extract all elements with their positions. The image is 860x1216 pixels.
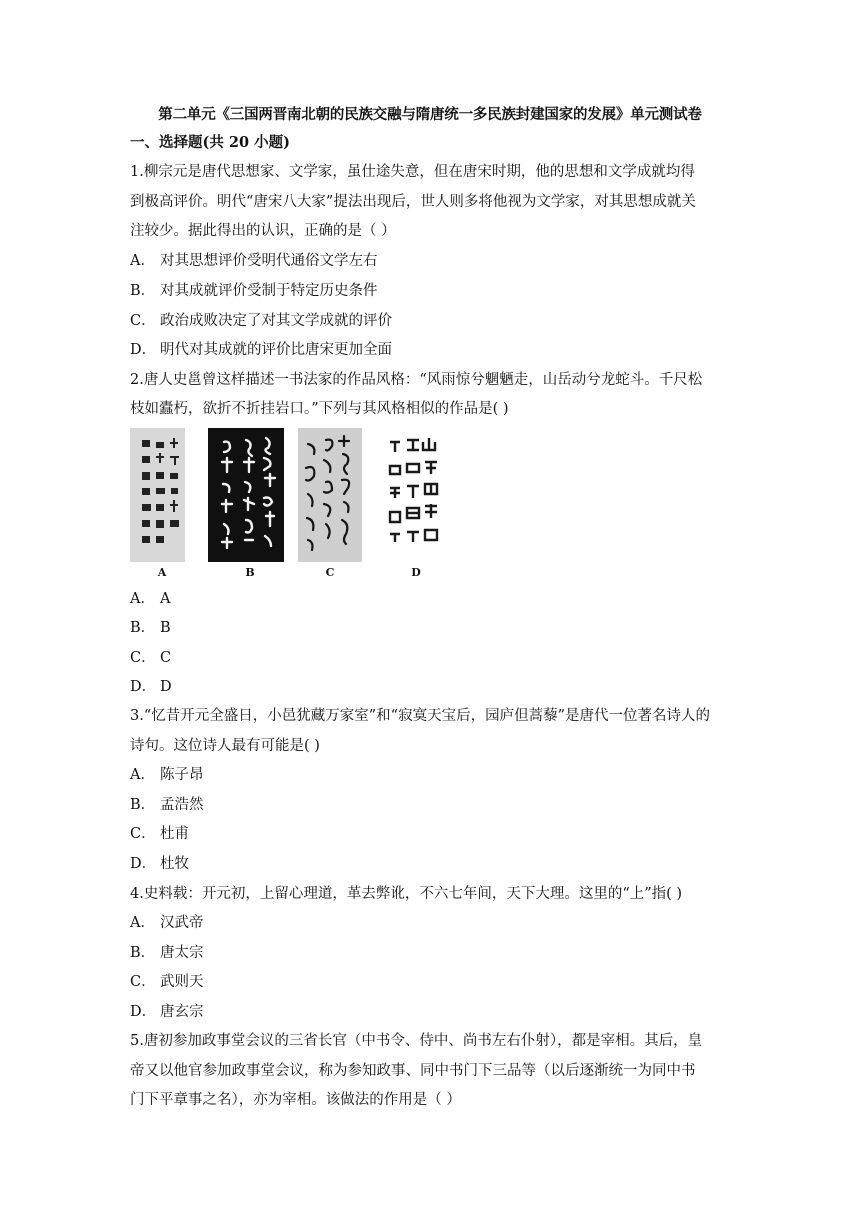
option-letter: C． xyxy=(130,826,156,842)
option-text: 唐玄宗 xyxy=(160,1004,204,1020)
calligraphy-image-a xyxy=(130,428,185,562)
question-2-option-c[interactable] xyxy=(130,648,730,668)
option-text: A xyxy=(160,591,171,607)
calligraphy-image-d xyxy=(385,428,447,562)
question-5-line-1: 5.唐初参加政事堂会议的三省长官（中书令、侍中、尚书左右仆射），都是宰相。其后，皇 xyxy=(130,1033,703,1049)
question-3-option-d[interactable] xyxy=(130,854,730,874)
calligraphy-caption-b: B xyxy=(245,566,255,579)
question-1-option-a[interactable] xyxy=(130,251,730,271)
question-3-line-1: 3.“忆昔开元全盛日，小邑犹藏万家室”和“寂寞天宝后，园庐但蒿藜”是唐代一位著名诗人的 xyxy=(130,708,710,724)
calligraphy-wild-cursive-icon xyxy=(298,428,362,562)
question-1-option-c[interactable] xyxy=(130,311,730,331)
option-letter: A． xyxy=(130,767,155,783)
question-2-line-2: 枝如蠹朽，欲折不折挂岩口。”下列与其风格相似的作品是( ) xyxy=(130,401,509,417)
question-1-line-3: 注较少。据此得出的认识，正确的是（ ） xyxy=(130,223,396,239)
option-text: 孟浩然 xyxy=(160,797,204,813)
question-2-line-1: 2.唐人史邕曾这样描述一书法家的作品风格：“风雨惊兮魍魉走，山岳动兮龙蛇斗。千尺松 xyxy=(130,372,703,388)
question-4-option-d[interactable] xyxy=(130,1002,730,1022)
question-5-line-3: 门下平章事之名），亦为宰相。该做法的作用是（ ） xyxy=(130,1092,461,1108)
option-text: D xyxy=(160,679,172,695)
question-2-option-d[interactable] xyxy=(130,677,730,697)
calligraphy-regular-script-icon xyxy=(130,428,185,562)
question-1-option-b[interactable] xyxy=(130,281,730,301)
option-text: 政治成败决定了对其文学成就的评价 xyxy=(160,313,392,329)
question-2-option-a[interactable] xyxy=(130,589,730,609)
calligraphy-image-c xyxy=(298,428,362,562)
option-letter: C． xyxy=(130,313,156,329)
option-text: 唐太宗 xyxy=(160,945,204,961)
question-1-option-d[interactable] xyxy=(130,340,730,360)
option-letter: D． xyxy=(130,342,157,358)
calligraphy-image-b xyxy=(208,428,284,562)
option-letter: A． xyxy=(130,915,155,931)
option-text: 杜甫 xyxy=(160,826,189,842)
question-5-line-2: 帝又以他官参加政事堂会议，称为参知政事、同中书门下三品等（以后逐渐统一为同中书 xyxy=(130,1063,696,1079)
question-4-option-c[interactable] xyxy=(130,972,730,992)
question-1-line-2: 到极高评价。明代“唐宋八大家”提法出现后，世人则多将他视为文学家，对其思想成就关 xyxy=(130,194,696,210)
option-text: 汉武帝 xyxy=(160,915,204,931)
option-text: C xyxy=(160,650,172,666)
option-letter: B． xyxy=(130,797,156,813)
calligraphy-caption-d: D xyxy=(411,566,421,579)
question-1-line-1: 1.柳宗元是唐代思想家、文学家，虽仕途失意，但在唐宋时期，他的思想和文学成就均得 xyxy=(130,164,695,180)
option-letter: B． xyxy=(130,283,156,299)
option-text: 对其成就评价受制于特定历史条件 xyxy=(160,283,378,299)
option-text: 明代对其成就的评价比唐宋更加全面 xyxy=(160,342,392,358)
question-3-line-2: 诗句。这位诗人最有可能是( ) xyxy=(130,738,320,754)
option-letter: C． xyxy=(130,650,156,666)
option-text: 对其思想评价受明代通俗文学左右 xyxy=(160,253,378,269)
calligraphy-running-script-rubbing-icon xyxy=(208,428,284,562)
option-text: 陈子昂 xyxy=(160,767,204,783)
option-letter: A． xyxy=(130,591,155,607)
question-3-option-a[interactable] xyxy=(130,765,730,785)
question-3-option-c[interactable] xyxy=(130,824,730,844)
question-4-line-1: 4.史料载：开元初，上留心理道，革去弊讹，不六七年间，天下大理。这里的“上”指( ) xyxy=(130,886,683,902)
question-2-option-b[interactable] xyxy=(130,618,730,638)
option-text: 杜牧 xyxy=(160,856,189,872)
question-4-option-a[interactable] xyxy=(130,913,730,933)
option-letter: D． xyxy=(130,679,157,695)
section-heading: 一、选择题(共 20 小题) xyxy=(130,134,290,151)
option-letter: B． xyxy=(130,620,156,636)
option-letter: A． xyxy=(130,253,155,269)
option-letter: D． xyxy=(130,1004,157,1020)
option-text: 武则天 xyxy=(160,974,204,990)
option-text: B xyxy=(160,620,171,636)
question-4-option-b[interactable] xyxy=(130,943,730,963)
calligraphy-caption-c: C xyxy=(325,566,335,579)
option-letter: D． xyxy=(130,856,157,872)
option-letter: C． xyxy=(130,974,156,990)
option-letter: B． xyxy=(130,945,156,961)
calligraphy-seal-script-icon xyxy=(385,428,447,562)
calligraphy-caption-a: A xyxy=(157,566,167,579)
question-3-option-b[interactable] xyxy=(130,795,730,815)
document-title: 第二单元《三国两晋南北朝的民族交融与隋唐统一多民族封建国家的发展》单元测试卷 xyxy=(158,106,702,123)
